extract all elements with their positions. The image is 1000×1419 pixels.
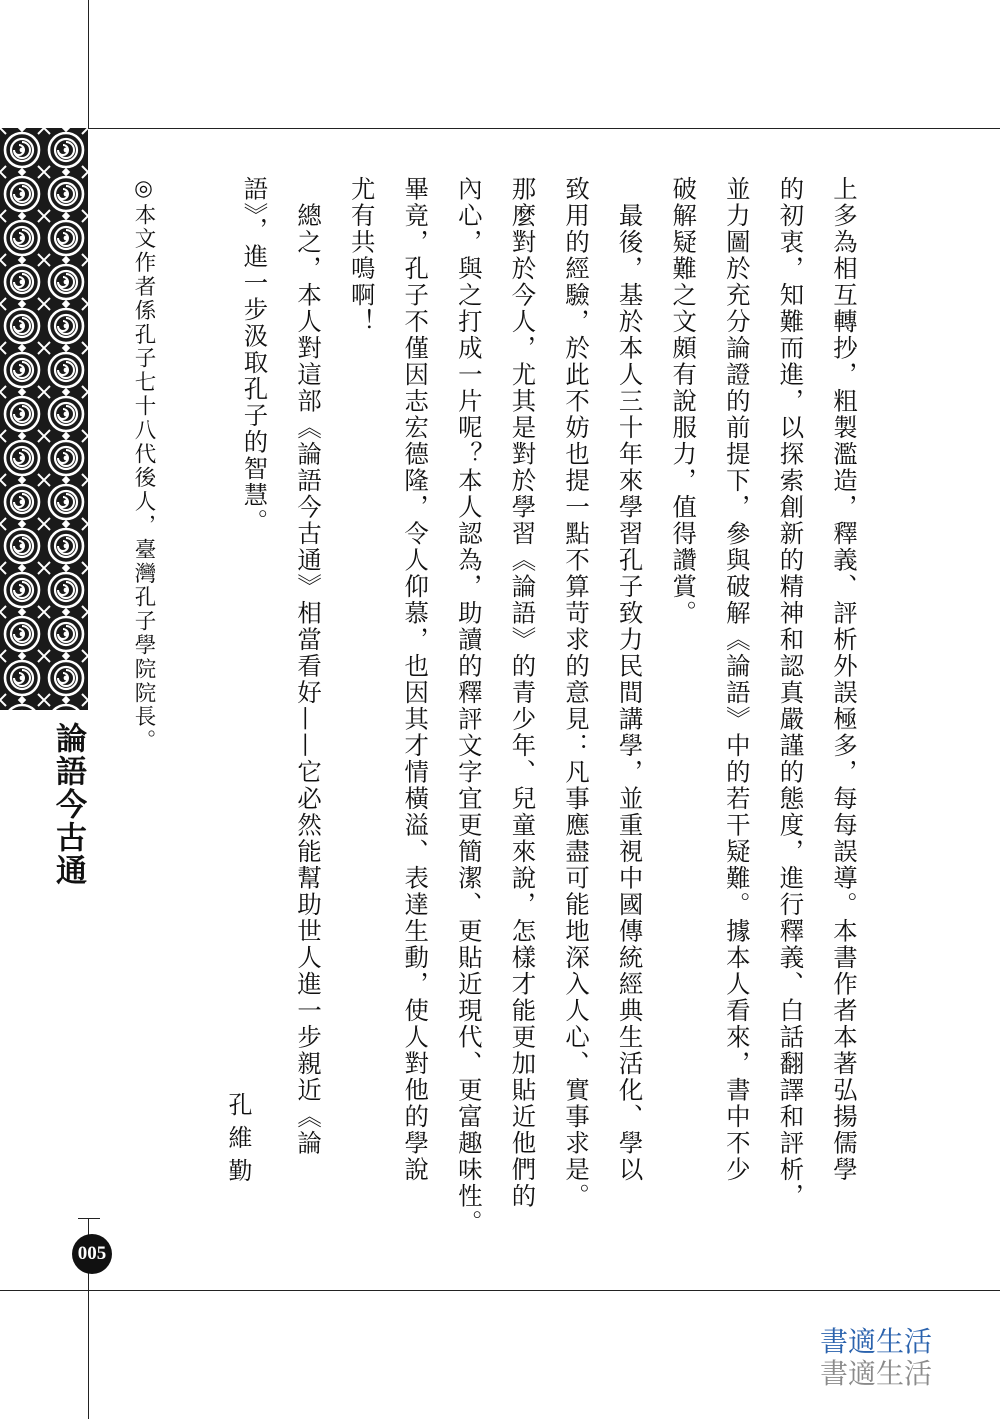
text-column: 的初衷，知難而進，以探索創新的精神和認真嚴謹的態度，進行釋義、白話翻譯和評析，: [775, 176, 805, 1210]
crop-mark-top-rule: [0, 128, 1000, 129]
text-column: 總之，本人對這部《論語今古通》相當看好——它必然能幫助世人進一步親近《論: [293, 176, 323, 1157]
book-title: 論語今古通: [50, 722, 86, 887]
text-column: 那麼對於今人，尤其是對於學習《論語》的青少年、兒童來說，怎樣才能更加貼近他們的: [507, 176, 537, 1210]
body-text: [227, 176, 870, 1256]
crop-mark-top: [88, 0, 89, 128]
text-column: 最後，基於本人三十年來學習孔子致力民間講學，並重視中國傳統經典生活化、學以: [614, 176, 644, 1183]
text-column: 尤有共鳴啊！: [346, 176, 376, 335]
author-signature: 孔維勤: [224, 1092, 252, 1191]
watermark-line-2: 書適生活: [820, 1357, 933, 1390]
text-column: 致用的經驗，於此不妨也提一點不算苛求的意見：凡事應盡可能地深入人心、實事求是。: [561, 176, 591, 1210]
page-number: 005: [72, 1234, 112, 1274]
text-column: 語》，進一步汲取孔子的智慧。: [239, 176, 269, 535]
author-note: ◎本文作者係孔子七十八代後人，臺灣孔子學院院長。: [131, 176, 156, 754]
watermark-line-1: 書適生活: [820, 1325, 933, 1358]
text-column: 上多為相互轉抄，粗製濫造，釋義、評析外誤極多，每每誤導。本書作者本著弘揚儒學: [829, 176, 858, 1183]
text-column: 並力圖於充分論證的前提下，參與破解《論語》中的若干疑難。據本人看來，書中不少: [721, 176, 751, 1183]
text-column: 破解疑難之文頗有說服力，值得讚賞。: [668, 176, 698, 627]
text-column: 畢竟，孔子不僅因志宏德隆，令人仰慕，也因其才情橫溢、表達生動，使人對他的學說: [400, 176, 430, 1183]
ornament-border: [0, 128, 88, 710]
text-column: 內心，與之打成一片呢？本人認為，助讀的釋評文字宜更簡潔、更貼近現代、更富趣味性。: [453, 176, 483, 1236]
publisher-watermark: [820, 1326, 932, 1390]
crop-mark-tick: [78, 1218, 100, 1219]
crop-mark-bottom-rule: [0, 1290, 1000, 1291]
